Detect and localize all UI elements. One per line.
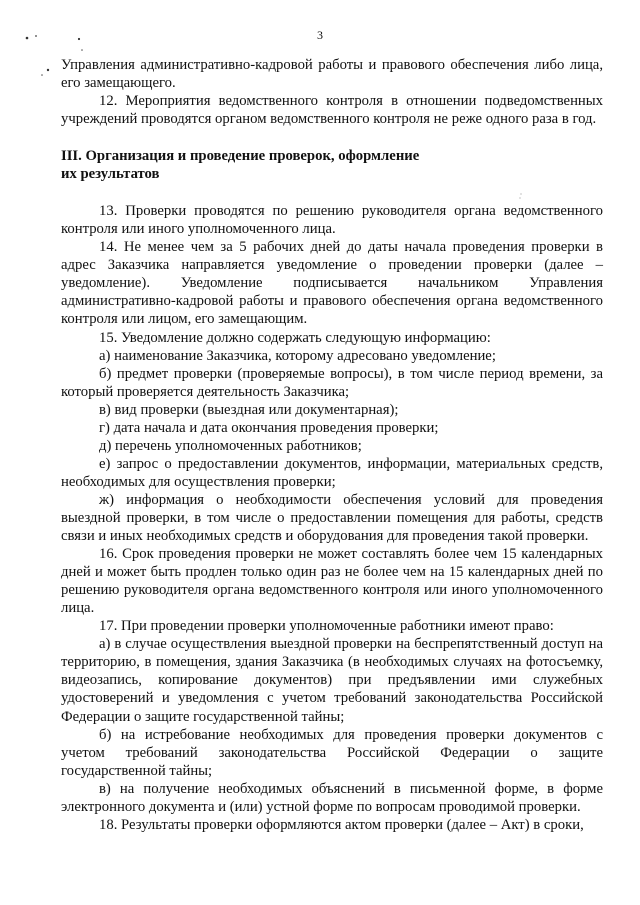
- list-item-15a: а) наименование Заказчика, которому адресовано уведомление;: [99, 347, 496, 364]
- paragraph-14: 14. Не менее чем за 5 рабочих дней до даты начала проведения проверки в адрес Заказчика направляется уведомление о проведении проверки (далее – уведомление). Уведомление подписывается начальником Управления административно-кадровой работы и правового обеспечения органа ведомственного контроля или лицом, его замещающим.: [61, 239, 603, 328]
- list-item-15b: б) предмет проверки (проверяемые вопросы), в том числе период времени, за который проверяется деятельность Заказчика;: [61, 365, 603, 400]
- paragraph-15: 15. Уведомление должно содержать следующую информацию:: [99, 329, 491, 346]
- section-heading-line2: их результатов: [61, 166, 160, 183]
- document-body: [61, 56, 603, 834]
- list-item-15d: д) перечень уполномоченных работников;: [99, 437, 362, 454]
- paragraph-17: 17. При проведении проверки уполномоченные работники имеют право:: [99, 618, 554, 635]
- list-item-15e: е) запрос о предоставлении документов, информации, материальных средств, необходимых для осуществления проверки;: [61, 455, 603, 490]
- section-heading-line1: III. Организация и проведение проверок, оформление: [61, 148, 420, 165]
- paragraph-continuation: Управления административно-кадровой работы и правового обеспечения либо лица, его замещающего.: [61, 57, 603, 92]
- list-item-15zh: ж) информация о необходимости обеспечения условий для проведения выездной проверки, в том числе о предоставлении помещения для работы, средств связи и иных необходимых средств и оборудования для проведения такой проверки.: [61, 491, 603, 545]
- paragraph-16: 16. Срок проведения проверки не может составлять более чем 15 календарных дней и может быть продлен только один раз не более чем на 15 календарных дней по решению руководителя органа ведомственного контроля или иного уполномоченного лица.: [61, 546, 603, 617]
- paragraph-13: 13. Проверки проводятся по решению руководителя органа ведомственного контроля или иного уполномоченного лица.: [61, 203, 603, 238]
- list-item-15v: в) вид проверки (выездная или документарная);: [99, 401, 399, 418]
- page-number: 3: [317, 28, 323, 42]
- list-item-17v: в) на получение необходимых объяснений в письменной форме, в форме электронного документа и (или) устной форме по вопросам проводимой проверки.: [61, 780, 603, 815]
- paragraph-18: 18. Результаты проверки оформляются актом проверки (далее – Акт) в сроки,: [99, 816, 584, 833]
- section-heading: [61, 147, 603, 183]
- list-item-17b: б) на истребование необходимых для проведения проверки документов с учетом требований законодательства Российской Федерации о защите государственной тайны;: [61, 726, 603, 779]
- list-item-15g: г) дата начала и дата окончания проведения проверки;: [99, 419, 439, 436]
- paragraph-12: 12. Мероприятия ведомственного контроля в отношении подведомственных учреждений проводятся органом ведомственного контроля не реже одного раза в год.: [61, 93, 603, 128]
- list-item-17a: а) в случае осуществления выездной проверки на беспрепятственный доступ на территорию, в помещения, здания Заказчика (в необходимых случаях на фотосъемку, видеозапись, копирование документов) при предъявлении ими служебных удостоверений и уведомления с учетом требований законодательства Российской Федерации о защите государственной тайны;: [61, 636, 603, 725]
